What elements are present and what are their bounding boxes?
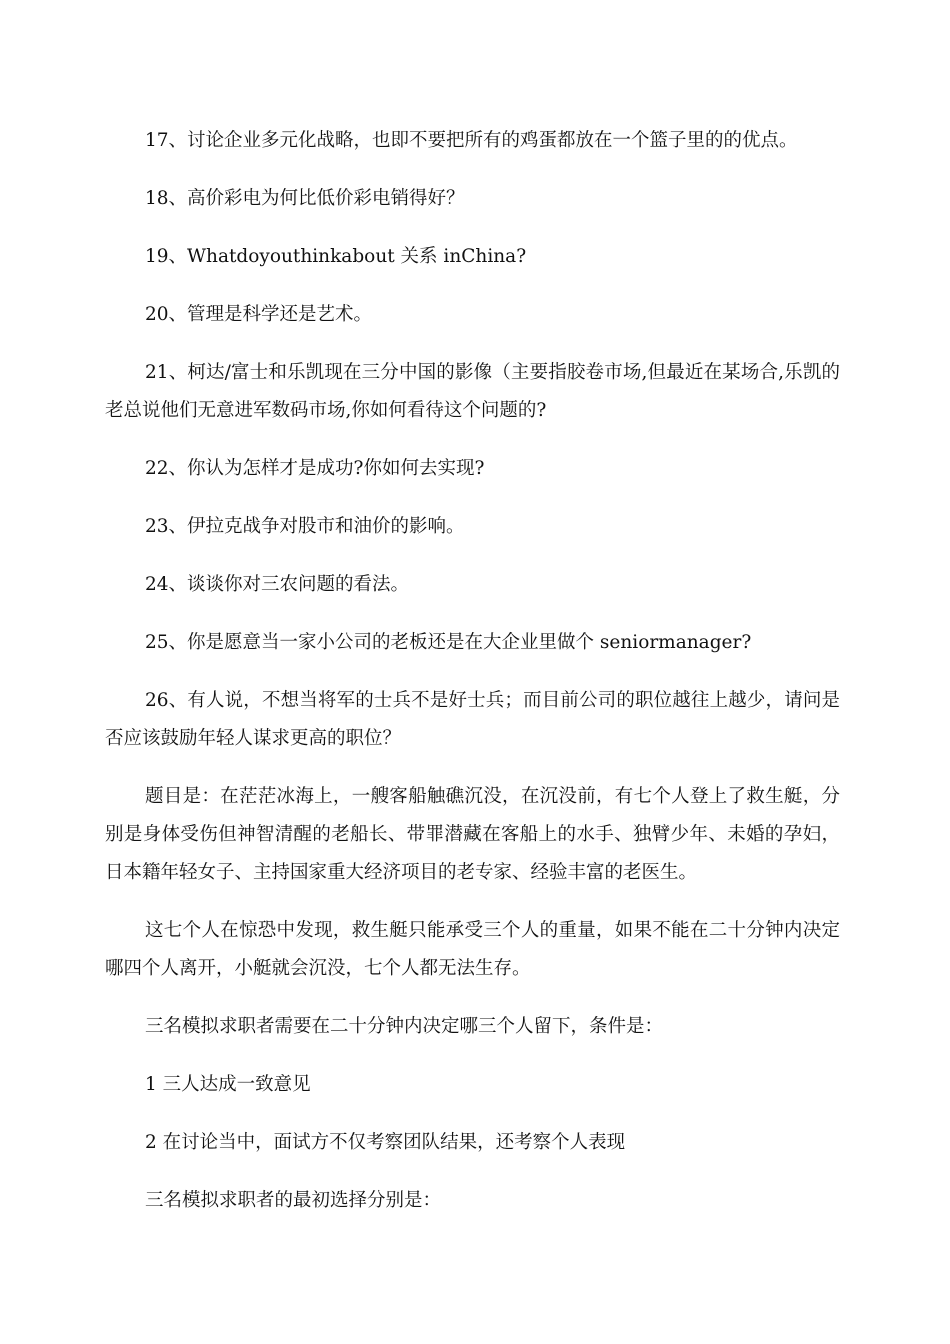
question-25: 25、你是愿意当一家小公司的老板还是在大企业里做个 seniormanager? [145, 632, 752, 653]
condition-1: 1 三人达成一致意见 [145, 1074, 311, 1095]
question-17: 17、讨论企业多元化战略，也即不要把所有的鸡蛋都放在一个篮子里的的优点。 [145, 130, 798, 151]
question-21: 21、柯达/富士和乐凯现在三分中国的影像（主要指胶卷市场,但最近在某场合,乐凯的老总说他们无意进军数码市场,你如何看待这个问题的? [105, 362, 840, 421]
scenario-constraint: 这七个人在惊恐中发现，救生艇只能承受三个人的重量，如果不能在二十分钟内决定哪四个人离开，小艇就会沉没，七个人都无法生存。 [105, 920, 840, 979]
scenario-description: 题目是：在茫茫冰海上，一艘客船触礁沉没，在沉没前，有七个人登上了救生艇，分别是身体受伤但神智清醒的老船长、带罪潜藏在客船上的水手、独臂少年、未婚的孕妇，日本籍年轻女子、主持国家重大经济项目的老专家、经验丰富的老医生。 [105, 786, 840, 883]
task-conditions-intro: 三名模拟求职者需要在二十分钟内决定哪三个人留下，条件是： [145, 1016, 664, 1037]
condition-2: 2 在讨论当中，面试方不仅考察团队结果，还考察个人表现 [145, 1132, 626, 1153]
document-body [105, 122, 840, 1240]
question-18: 18、高价彩电为何比低价彩电销得好？ [145, 188, 465, 209]
question-24: 24、谈谈你对三农问题的看法。 [145, 574, 410, 595]
question-23: 23、伊拉克战争对股市和油价的影响。 [145, 516, 465, 537]
initial-choices-intro: 三名模拟求职者的最初选择分别是： [145, 1190, 442, 1211]
question-26: 26、有人说，不想当将军的士兵不是好士兵；而目前公司的职位越往上越少，请问是否应该鼓励年轻人谋求更高的职位？ [105, 690, 840, 749]
question-22: 22、你认为怎样才是成功?你如何去实现? [145, 458, 485, 479]
question-20: 20、管理是科学还是艺术。 [145, 304, 373, 325]
question-19: 19、Whatdoyouthinkabout 关系 inChina? [145, 246, 527, 267]
